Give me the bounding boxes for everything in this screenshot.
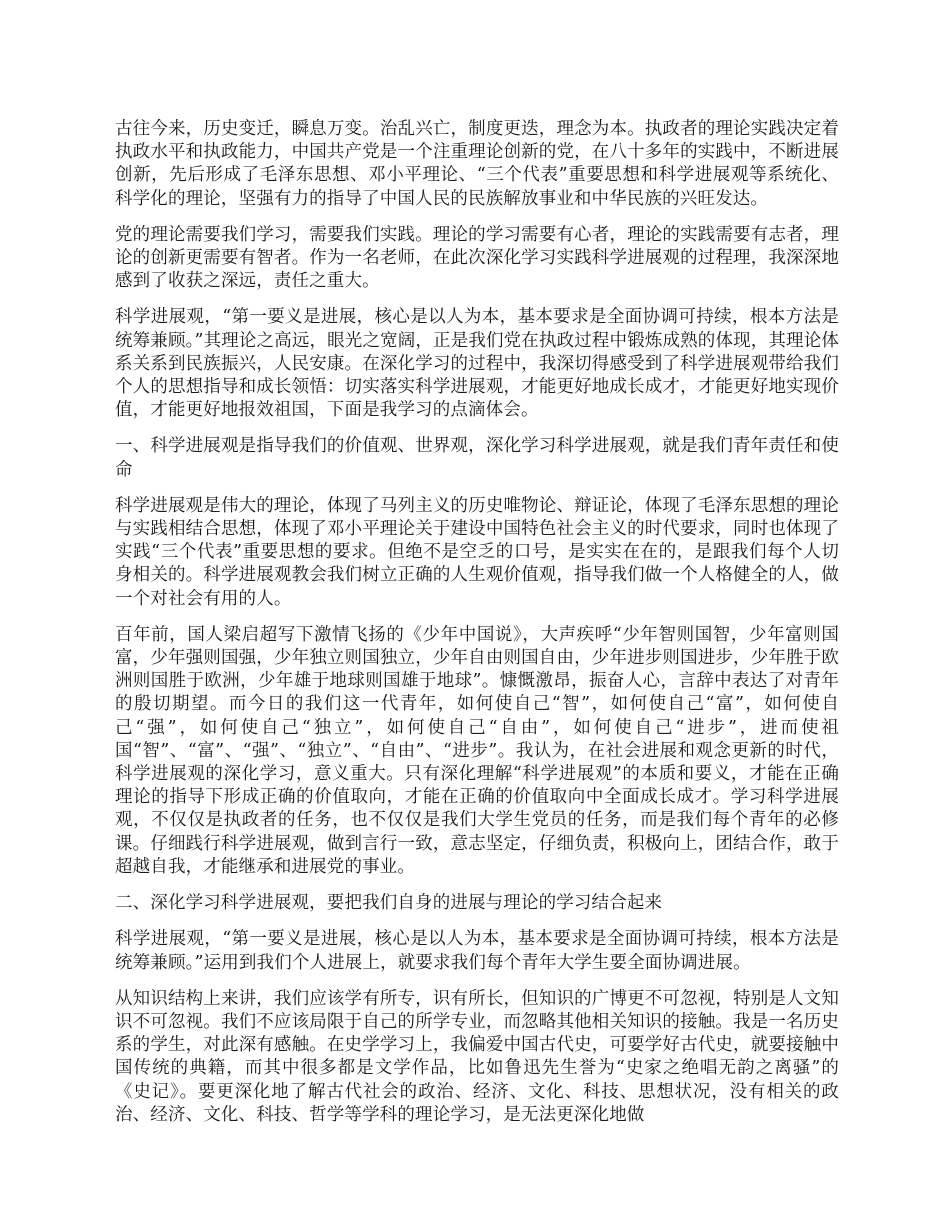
paragraph-young-china: 百年前，国人梁启超写下激情飞扬的《少年中国说》，大声疾呼“少年智则国智，少年富则国富，少年强则国强，少年独立则国独立，少年自由则国自由，少年进步则国进步，少年胜于欧洲则国胜于欧洲，少年雄于地球则国雄于地球”。慷慨激昂，振奋人心，言辞中表达了对青年的殷切期望。而今日的我们这一代青年，如何使自己“智”，如何使自己“富”，如何使自己“强”，如何使自己“独立”，如何使自己“自由”，如何使自己“进步”，进而使祖国“智”、“富”、“强”、“独立”、“自由”、“进步”。我认为，在社会进展和观念更新的时代，科学进展观的深化学习，意义重大。只有深化理解“科学进展观”的本质和要义，才能在正确理论的指导下形成正确的价值取向，才能在正确的价值取向中全面成长成才。学习科学进展观，不仅仅是执政者的任务，也不仅仅是我们大学生党员的任务，而是我们每个青年的必修课。仔细践行科学进展观，做到言行一致，意志坚定，仔细负责，积极向上，团结合作，敢于超越自我，才能继承和进展党的事业。 <box>115 624 839 877</box>
document-body <box>115 118 839 1140</box>
paragraph-intro-history: 古往今来，历史变迁，瞬息万变。治乱兴亡，制度更迭，理念为本。执政者的理论实践决定着执政水平和执政能力，中国共产党是一个注重理论创新的党，在八十多年的实践中，不断进展创新，先后形成了毛泽东思想、邓小平理论、“三个代表”重要思想和科学进展观等系统化、科学化的理论，坚强有力的指导了中国人民的民族解放事业和中华民族的兴旺发达。 <box>115 119 839 209</box>
section-heading-2: 二、深化学习科学进展观，要把我们自身的进展与理论的学习结合起来 <box>115 893 663 914</box>
section-heading-1: 一、科学进展观是指导我们的价值观、世界观，深化学习科学进展观，就是我们青年责任和使命 <box>115 436 839 480</box>
paragraph-great-theory: 科学进展观是伟大的理论，体现了马列主义的历史唯物论、辩证论，体现了毛泽东思想的理论与实践相结合思想，体现了邓小平理论关于建设中国特色社会主义的时代要求，同时也体现了实践“三个代表”重要思想的要求。但绝不是空乏的口号，是实实在在的，是跟我们每个人切身相关的。科学进展观教会我们树立正确的人生观价值观，指导我们做一个人格健全的人，做一个对社会有用的人。 <box>115 495 839 609</box>
paragraph-scientific-outlook: 科学进展观，“第一要义是进展，核心是以人为本，基本要求是全面协调可持续，根本方法是统筹兼顾。”其理论之高远，眼光之宽阔，正是我们党在执政过程中锻炼成熟的体现，其理论体系关系到民族振兴，人民安康。在深化学习的过程中，我深切得感受到了科学进展观带给我们个人的思想指导和成长领悟：切实落实科学进展观，才能更好地成长成才，才能更好地实现价值，才能更好地报效祖国，下面是我学习的点滴体会。 <box>115 307 839 421</box>
paragraph-knowledge-structure: 从知识结构上来讲，我们应该学有所专，识有所长，但知识的广博更不可忽视，特别是人文知识不可忽视。我们不应该局限于自己的所学专业，而忽略其他相关知识的接触。我是一名历史系的学生，对此深有感触。在史学学习上，我偏爱中国古代史，可要学好古代史，就要接触中国传统的典籍，而其中很多都是文学作品，比如鲁迅先生誉为“史家之绝唱无韵之离骚”的《史记》。要更深化地了解古代社会的政治、经济、文化、科技、思想状况，没有相关的政治、经济、文化、科技、哲学等学科的理论学习，是无法更深化地做 <box>115 988 839 1125</box>
paragraph-personal-development: 科学进展观，“第一要义是进展，核心是以人为本，基本要求是全面协调可持续，根本方法是统筹兼顾。”运用到我们个人进展上，就要求我们每个青年大学生要全面协调进展。 <box>115 929 839 973</box>
paragraph-study-practice: 党的理论需要我们学习，需要我们实践。理论的学习需要有心者，理论的实践需要有志者，理论的创新更需要有智者。作为一名老师，在此次深化学习实践科学进展观的过程理，我深深地感到了收获之深远，责任之重大。 <box>115 224 839 292</box>
